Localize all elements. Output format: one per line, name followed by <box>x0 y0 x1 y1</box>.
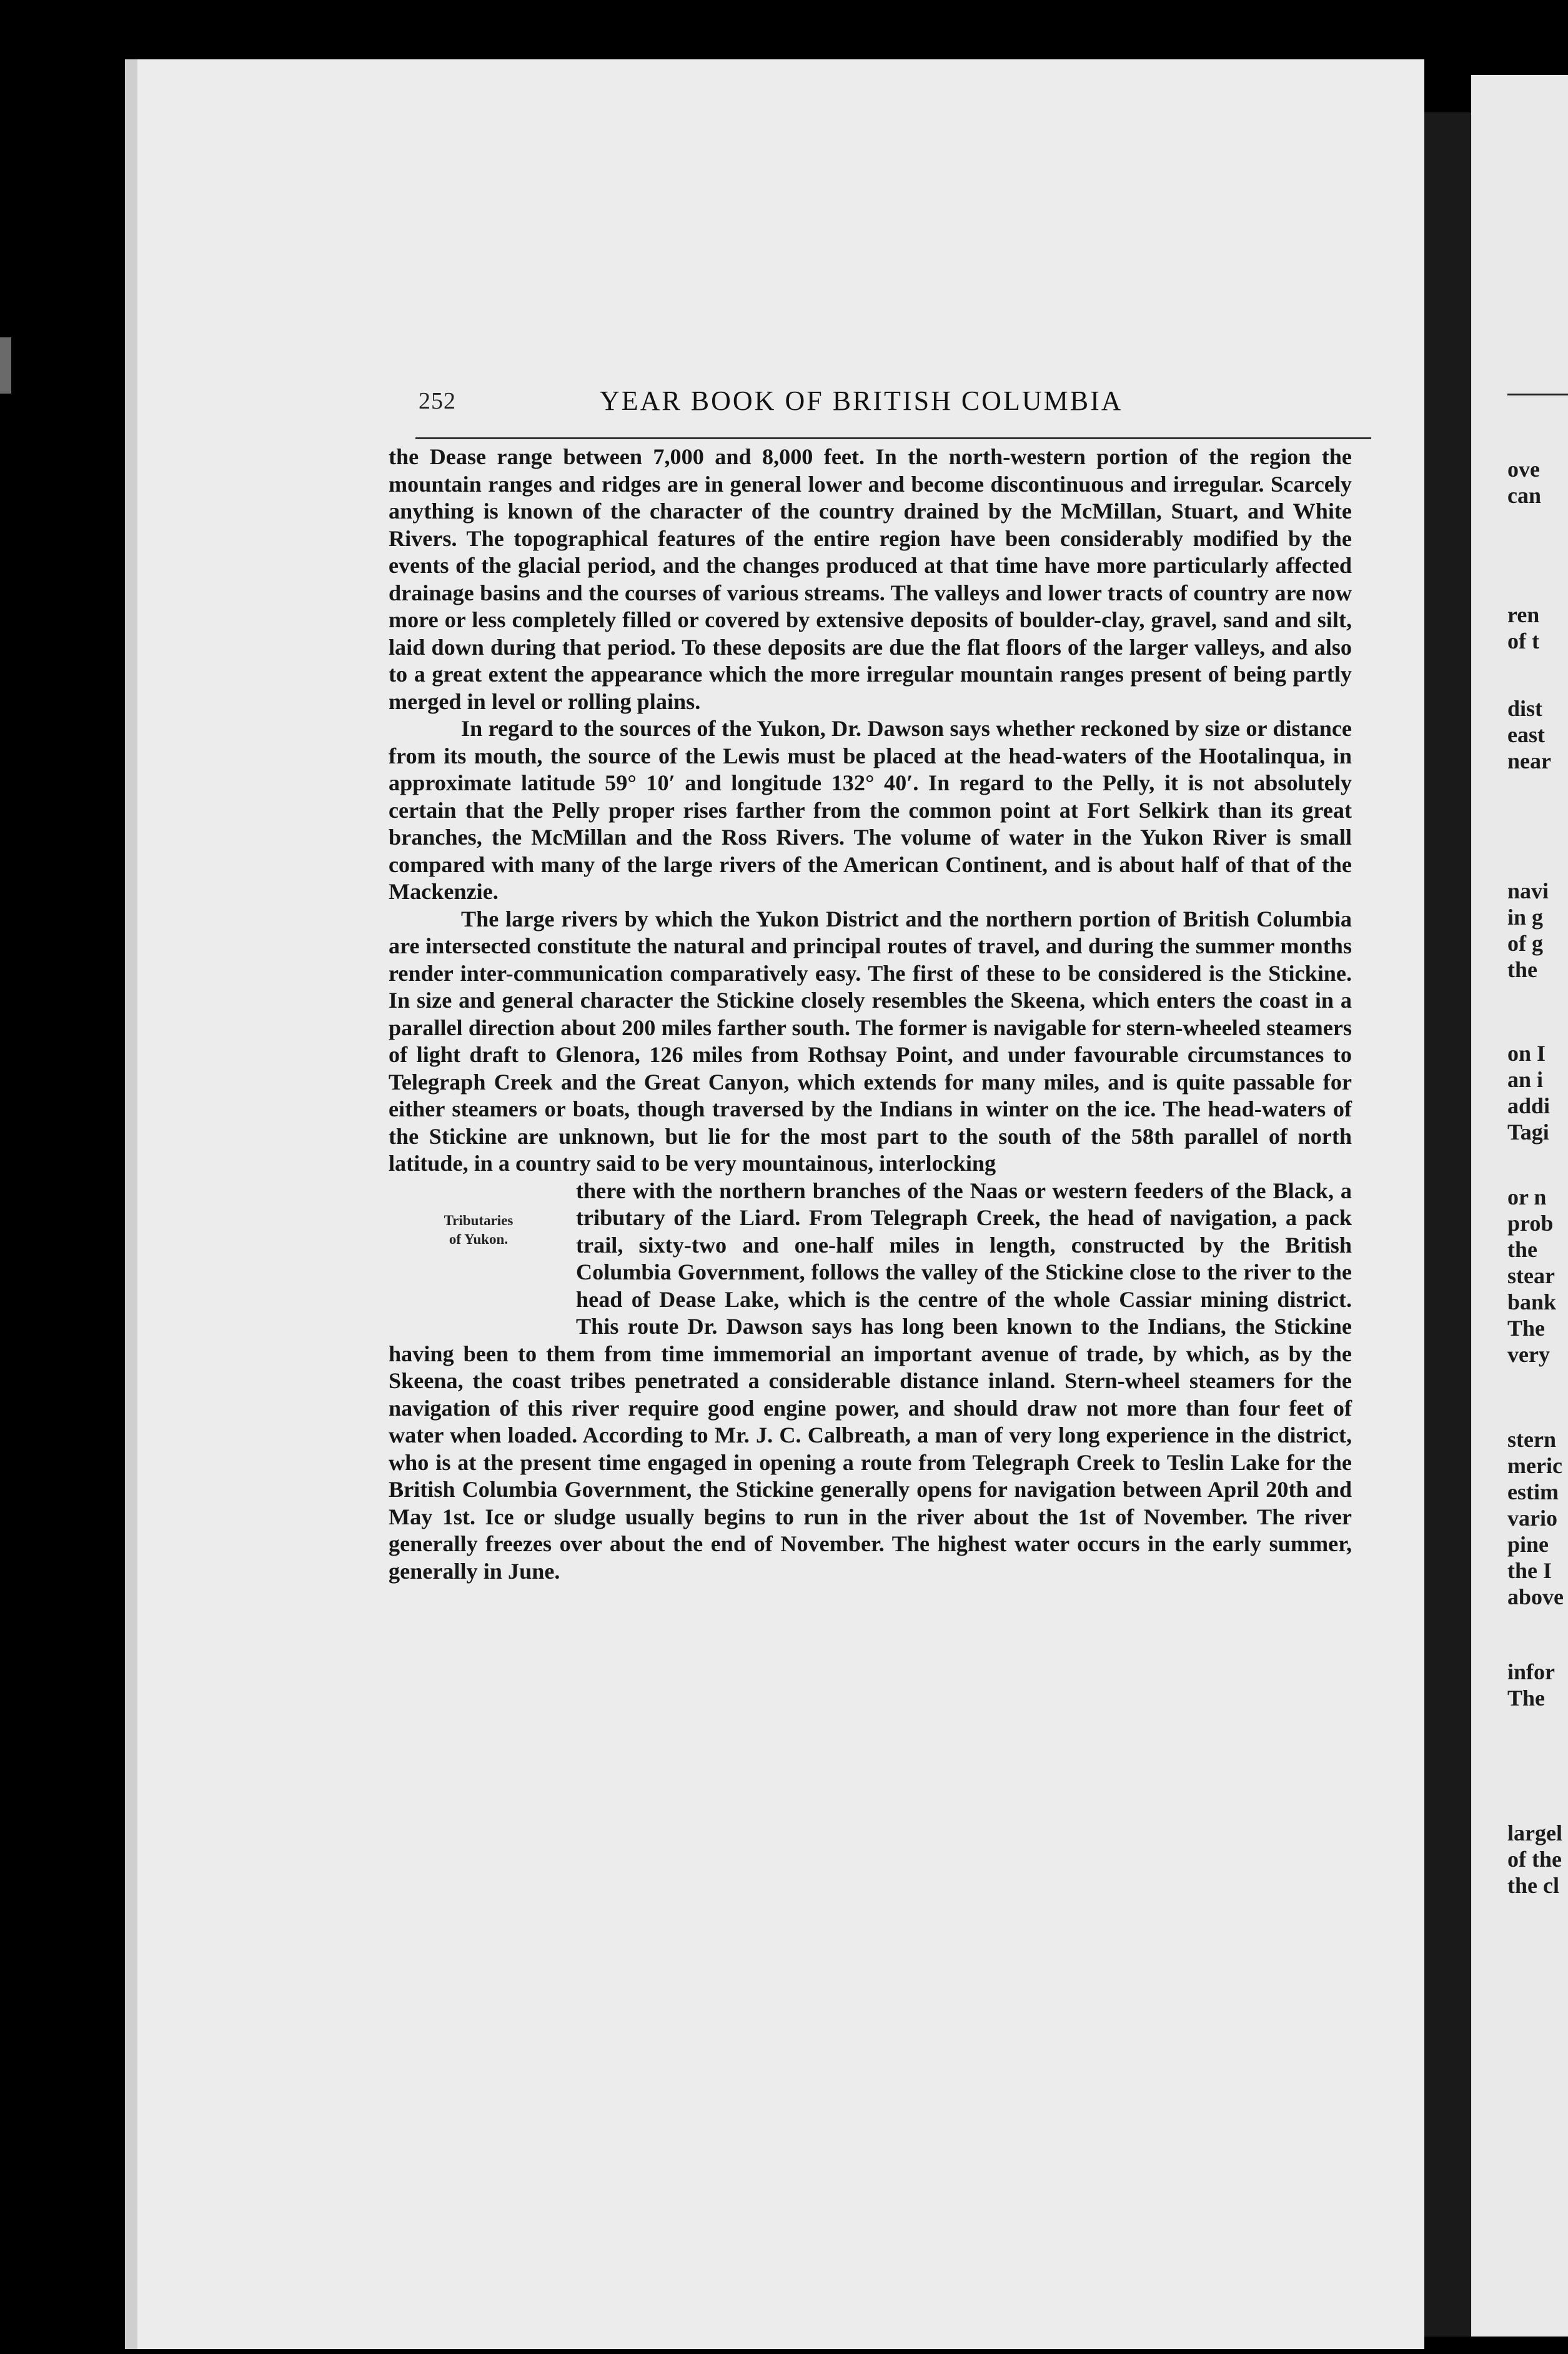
page-header <box>419 387 1371 419</box>
facing-page-fragment: infor <box>1507 1659 1555 1684</box>
sidenote-line: of Yukon. <box>449 1231 509 1247</box>
sidenote-line: Tributaries <box>444 1212 514 1228</box>
facing-page-fragment: the <box>1507 957 1537 982</box>
body-text <box>389 444 1352 1585</box>
facing-page-fragment: of the <box>1507 1847 1562 1872</box>
facing-page-fragment: can <box>1507 483 1541 508</box>
facing-page-fragment: meric <box>1507 1453 1562 1478</box>
facing-page-fragment: of t <box>1507 628 1539 653</box>
facing-page-fragment: stear <box>1507 1263 1555 1288</box>
facing-page-fragment: on I <box>1507 1041 1546 1066</box>
facing-page-fragment: Tagi <box>1507 1120 1549 1145</box>
facing-page-fragment: the cl <box>1507 1873 1559 1898</box>
facing-page-fragment: dist <box>1507 696 1543 721</box>
facing-page-fragment: stern <box>1507 1427 1556 1452</box>
facing-page-fragment: The <box>1507 1686 1546 1711</box>
book-gutter <box>1424 112 1471 2337</box>
facing-page-fragment: the I <box>1507 1558 1552 1583</box>
facing-page-fragment: near <box>1507 748 1551 773</box>
facing-page-fragment: largel <box>1507 1820 1562 1845</box>
page-number: 252 <box>419 388 456 414</box>
facing-page-fragment: in g <box>1507 905 1544 930</box>
paragraph: The large rivers by which the Yukon District and the northern portion of British Columbia are intersected constitute the natural and principal routes of travel, and during the summer months render inter-communication comparatively easy. The first of these to be considered is the Stickine. In size and general character the Stickine closely resembles the Skeena, which enters the coast in a parallel direction about 200 miles farther south. The former is navigable for stern-wheeled steamers of light draft to Glenora, 126 miles from Rothsay Point, and under favourable circumstances to Telegraph Creek and the Great Canyon, which extends for many miles, and is quite passable for either steamers or boats, though traversed by the Indians in winter on the ice. The head-waters of the Stickine are unknown, but lie for the most part to the south of the 58th parallel of north latitude, in a country said to be very mountainous, interlocking <box>389 906 1352 1176</box>
facing-page-fragment: estim <box>1507 1479 1559 1504</box>
facing-page-fragment: an i <box>1507 1067 1544 1092</box>
facing-page-fragment: addi <box>1507 1093 1551 1118</box>
facing-page-fragment: very <box>1507 1342 1550 1367</box>
facing-page-fragment: the <box>1507 1237 1537 1262</box>
paragraph: In regard to the sources of the Yukon, Dr. Dawson says whether reckoned by size or distance from its mouth, the source of the Lewis must be placed at the head-waters of the Hootalinqua, in approximate latitude 59° 10′ and longitude 132° 40′. In regard to the Pelly, it is not absolutely certain that the Pelly proper rises farther from the common point at Fort Selkirk than its great branches, the McMillan and the Ross Rivers. The volume of water in the Yukon River is small compared with many of the large rivers of the American Continent, and is about half of that of the Mackenzie. <box>389 716 1352 904</box>
facing-page <box>1471 75 1568 2337</box>
page-edge <box>125 59 139 2349</box>
facing-page-fragment: east <box>1507 722 1545 747</box>
facing-page-rule <box>1507 394 1568 395</box>
facing-page-fragment: bank <box>1507 1289 1557 1314</box>
sidenote-area <box>389 1178 576 1339</box>
paragraph-continuation: there with the northern branches of the Naas or western feeders of the Black, a tributary of the Liard. From Telegraph Creek, the head of navigation, a pack trail, sixty-two and one-half miles in length, constructed by the British Columbia Government, follows the valley of the Stickine close to the river to the head of Dease Lake, which is the centre of the whole Cassiar mining district. This route Dr. Dawson says has long been known to the Indians, the Stickine having been to them from time immemorial an important avenue of trade, by which, as by the Skeena, the coast tribes penetrated a considerable distance inland. Stern-wheel steamers for the navigation of this river require good engine power, and should draw not more than four feet of water when loaded. According to Mr. J. C. Calbreath, a man of very long experience in the district, who is at the present time engaged in opening a route from Telegraph Creek to Teslin Lake for the British Columbia Government, the Stickine generally opens for navigation between April 20th and May 1st. Ice or sludge usually begins to run in the river about the 1st of November. The river generally freezes over about the end of November. The highest water occurs in the early summer, generally in June. <box>389 1178 1352 1584</box>
facing-page-fragment: prob <box>1507 1211 1554 1236</box>
paragraph: the Dease range between 7,000 and 8,000 feet. In the north-western portion of the region the mountain ranges and ridges are in general lower and become discontinuous and irregular. Scarcely anything is known of the character of the country drained by the McMillan, Stuart, and White Rivers. The topographical features of the entire region have been considerably modified by the events of the glacial period, and the changes produced at that time have more particularly affected drainage basins and the courses of various streams. The valleys and lower tracts of country are now more or less completely filled or covered by extensive deposits of boulder-clay, gravel, sand and silt, laid down during that period. To these deposits are due the flat floors of the larger valleys, and also to a great extent the appearance which the more irregular mountain ranges present of being partly merged in level or rolling plains. <box>389 444 1352 714</box>
facing-page-fragment: navi <box>1507 878 1549 903</box>
scan-edge-mark <box>0 337 11 394</box>
facing-page-fragment: above <box>1507 1584 1564 1609</box>
facing-page-fragment: ove <box>1507 457 1540 482</box>
facing-page-fragment: The <box>1507 1316 1546 1341</box>
running-head: YEAR BOOK OF BRITISH COLUMBIA <box>600 385 1123 416</box>
facing-page-fragment: of g <box>1507 931 1543 956</box>
facing-page-fragment: pine <box>1507 1532 1549 1557</box>
facing-page-fragment: ren <box>1507 602 1540 627</box>
sidenote <box>389 1211 568 1249</box>
facing-page-fragment: or n <box>1507 1184 1547 1209</box>
header-rule <box>415 437 1371 439</box>
facing-page-fragment: vario <box>1507 1506 1557 1531</box>
